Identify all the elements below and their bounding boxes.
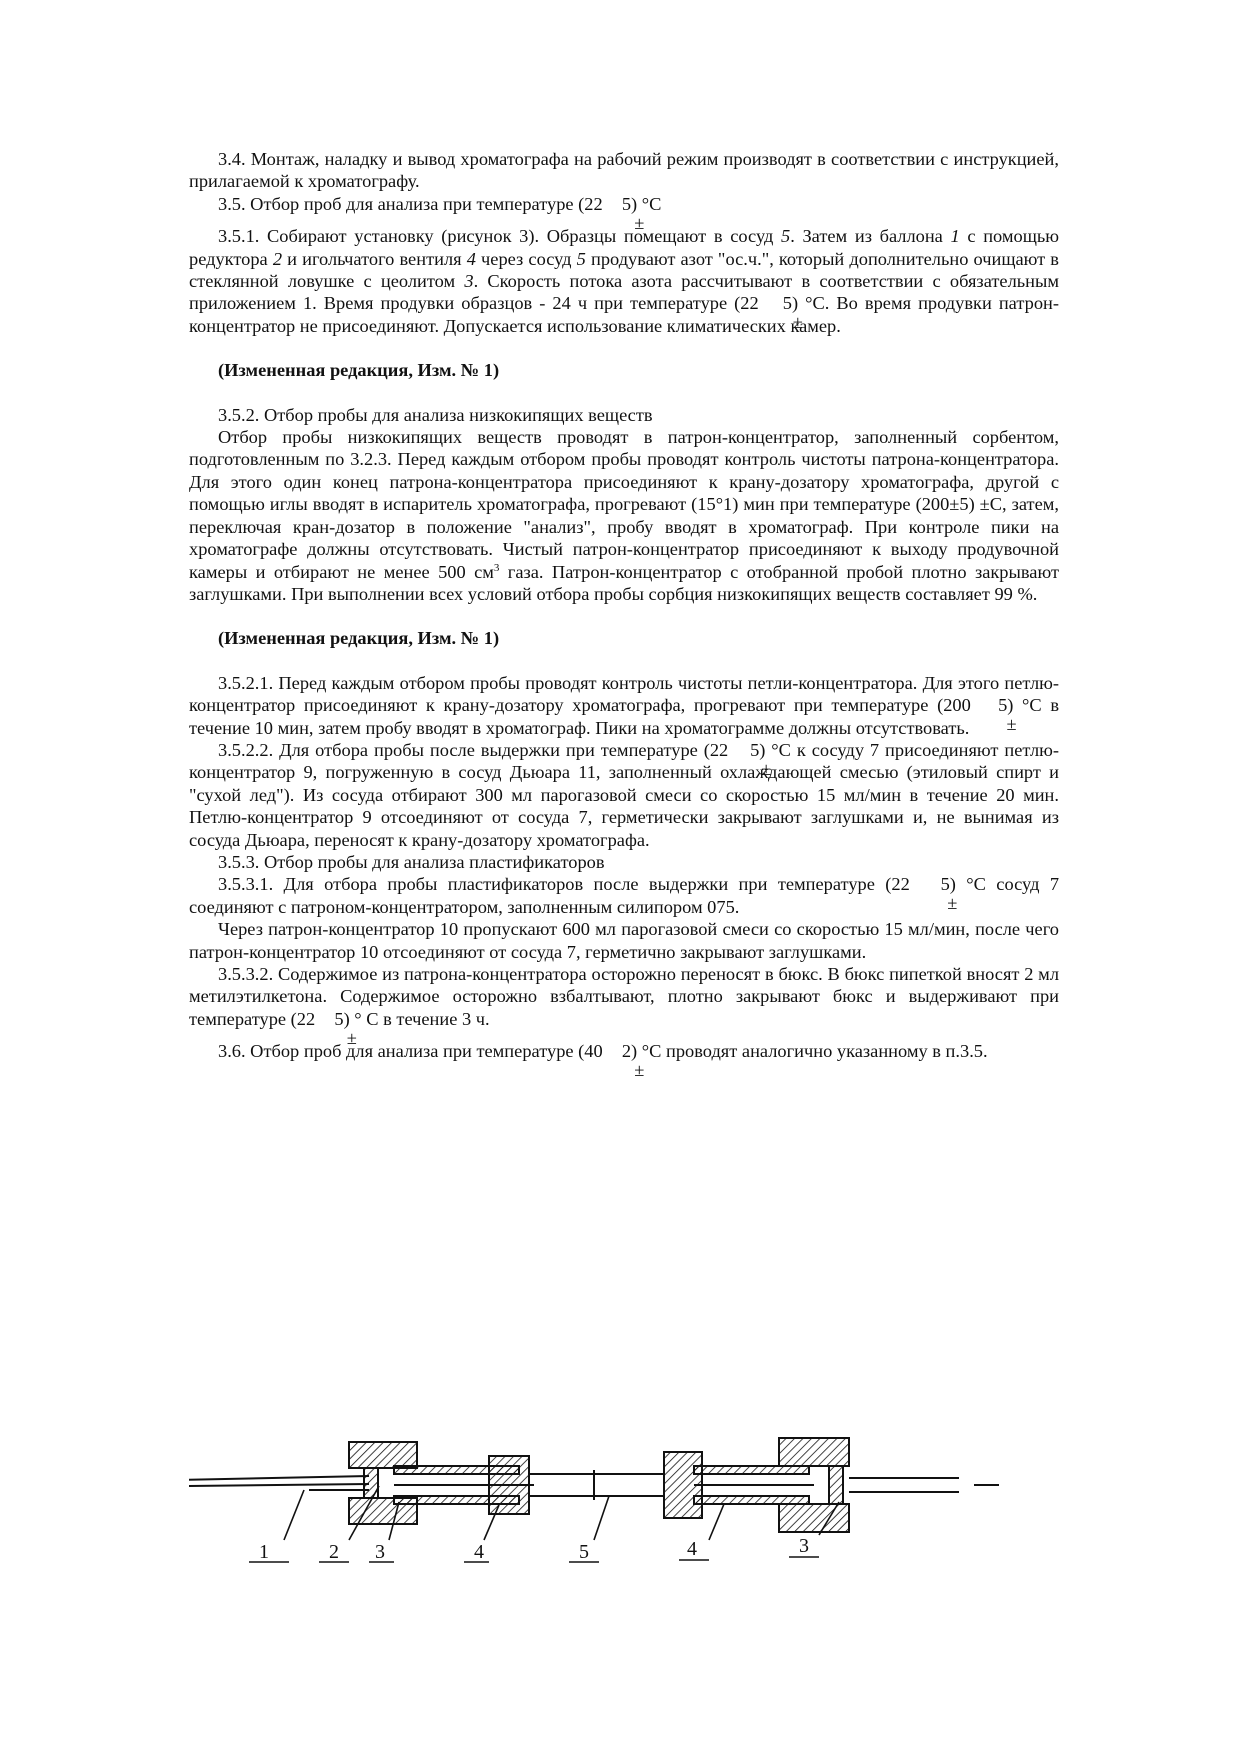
ref-number: 5 [781,226,791,247]
document-body [189,148,1059,1063]
text: 3.5.2.2. Для отбора пробы после выдержки при температуре (22 [218,739,735,760]
text: через сосуд [475,248,577,269]
text: 5) °С к сосуду 7 присоединяют петлю-концентратор 9, погруженную в сосуд Дьюара 11, заполненный охлаждающей смесью (этиловый спирт и "сухой лед"). Из сосуда отбирают 300 мл парогазовой смеси со скоростью 15 мл/мин в течение 20 мин. Петлю-концентратор 9 отсоединяют от сосуда 7, герметически закрывают заглушками и, не вынимая из сосуда Дьюара, переносят к крану-дозатору хроматографа. [189,739,1060,850]
left-nut-shape [349,1442,417,1524]
label-4: 4 [474,1541,484,1563]
plus-minus-sign [920,880,930,890]
edition-note: (Измененная редакция, Изм. № 1) [218,628,500,649]
paragraph-3-5 [189,193,1059,215]
ref-number: 4 [466,248,476,269]
paragraph-low-boiling [189,426,1059,605]
paragraph-3-5-3-1 [189,873,1059,918]
plus-minus-sign [607,1047,617,1057]
text: продувают азот "ос.ч.", который дополнительно очищают в стеклянной ловушке с цеолитом [189,248,1059,292]
label-3b: 3 [799,1535,809,1557]
text: 3.5.1. Собирают установку (рисунок 3). Образцы помещают в сосуд [218,226,781,247]
plus-minus-sign [734,746,744,756]
paragraph-3-5-3-2 [189,963,1059,1030]
text: 5) °С сосуд 7 соединяют с патроном-концентратором, заполненным силипором 075. [189,874,1060,917]
label-2: 2 [329,1541,339,1563]
text: 3.4. Монтаж, наладку и вывод хроматографа на рабочий режим производят в соответствии с инструкцией, прилагаемой к хроматографу. [189,149,1059,192]
outlet-tube-shape [849,1478,999,1492]
label-1: 1 [259,1541,269,1563]
text: газа. Патрон-концентратор с отобранной пробой плотно закрывают заглушками. При выполнении всех условий отбора пробы сорбция низкокипящих веществ составляет 99 %. [189,561,1059,604]
label-4b: 4 [687,1538,697,1560]
text: 3.5.2.1. Перед каждым отбором пробы проводят контроль чистоты петли-концентратора. Для этого петлю-концентратор присоединяют к крану-дозатору хроматографа, прогревают при температуре (200 [189,672,1059,716]
ref-number: 1 [950,226,960,247]
text: 5) °С. Во время продувки патрон-концентратор не присоединяют. Допускается использование климатических камер. [189,293,1059,336]
text: Отбор пробы низкокипящих веществ проводят в патрон-концентратор, заполненный сорбентом, подготовленным по 3.2.3. Перед каждым отбором пробы проводят контроль чистоты патрона-концентратора. Для этого один конец патрона-концентратора присоединяют к крану-дозатору хроматографа, другой с помощью иглы вводят в испаритель хроматографа, прогревают (15°1) мин при температуре (200±5) ±С, затем, переключая кран-дозатор в положение "анализ", пробу вводят в хроматограф. При контроле пики на хроматографе должны отсутствовать. Чистый патрон-концентратор присоединяют к выходу продувочной камеры и отбирают не менее 500 см [189,427,1059,582]
paragraph-cartridge: Через патрон-концентратор 10 пропускают 600 мл парогазовой смеси со скоростью 15 мл/мин, после чего патрон-концентратор 10 отсоединяют от сосуда 7, герметично закрывают заглушками. [189,919,1059,962]
ref-number: 5 [576,248,586,269]
tube-shape [529,1470,664,1500]
plus-minus-sign [320,1015,330,1025]
text: . Затем из баллона [790,226,951,247]
text: 5) ° С в течение 3 ч. [329,1008,490,1029]
paragraph-3-5-3: 3.5.3. Отбор пробы для анализа пластификаторов [218,851,605,872]
ref-number: 3 [464,271,474,292]
plus-minus-sign [766,299,776,309]
connector-assembly-figure [189,1390,1069,1590]
paragraph-3-5-2: 3.5.2. Отбор пробы для анализа низкокипящих веществ [218,404,653,425]
text: 2) °С проводят аналогично указанному в п.3.5. [617,1041,988,1062]
plus-minus-sign [979,701,989,711]
text: 5) °С в течение 10 мин, затем пробу вводят в хроматограф. Пики на хроматограмме должны отсутствовать. [189,695,1060,738]
text: 3.5.3.2. Содержимое из патрона-концентратора осторожно переносят в бюкс. В бюкс пипеткой вносят 2 мл метилэтилкетона. Содержимое осторожно взбалтывают, плотно закрывают бюкс и выдерживают при температуре (22 [189,964,1059,1029]
text: 5) °С [617,193,662,214]
text: и игольчатого вентиля [282,248,467,269]
needle-shape [189,1476,369,1490]
text: 3.5. Отбор проб для анализа при температуре (22 [218,193,608,214]
plus-minus-sign [607,200,617,210]
text: с помощью редуктора [189,226,1060,269]
paragraph-3-5-2-2 [189,739,1059,851]
label-3: 3 [375,1541,385,1563]
superscript: 3 [493,561,500,574]
paragraph-3-4 [189,148,1059,193]
label-5: 5 [579,1541,589,1563]
text: . Скорость потока азота рассчитывают в соответствии с обязательным приложением 1. Время продувки образцов - 24 ч при температуре (22 [189,271,1059,314]
text: 3.6. Отбор проб для анализа при температуре (40 [218,1041,608,1062]
edition-note: (Измененная редакция, Изм. № 1) [218,360,500,381]
paragraph-3-5-1 [189,225,1059,337]
text: 3.5.3.1. Для отбора пробы пластификаторов после выдержки при температуре (22 [218,874,921,895]
ref-number: 2 [272,248,283,269]
figure-labels [249,1535,819,1563]
paragraph-3-5-2-1 [189,672,1059,739]
